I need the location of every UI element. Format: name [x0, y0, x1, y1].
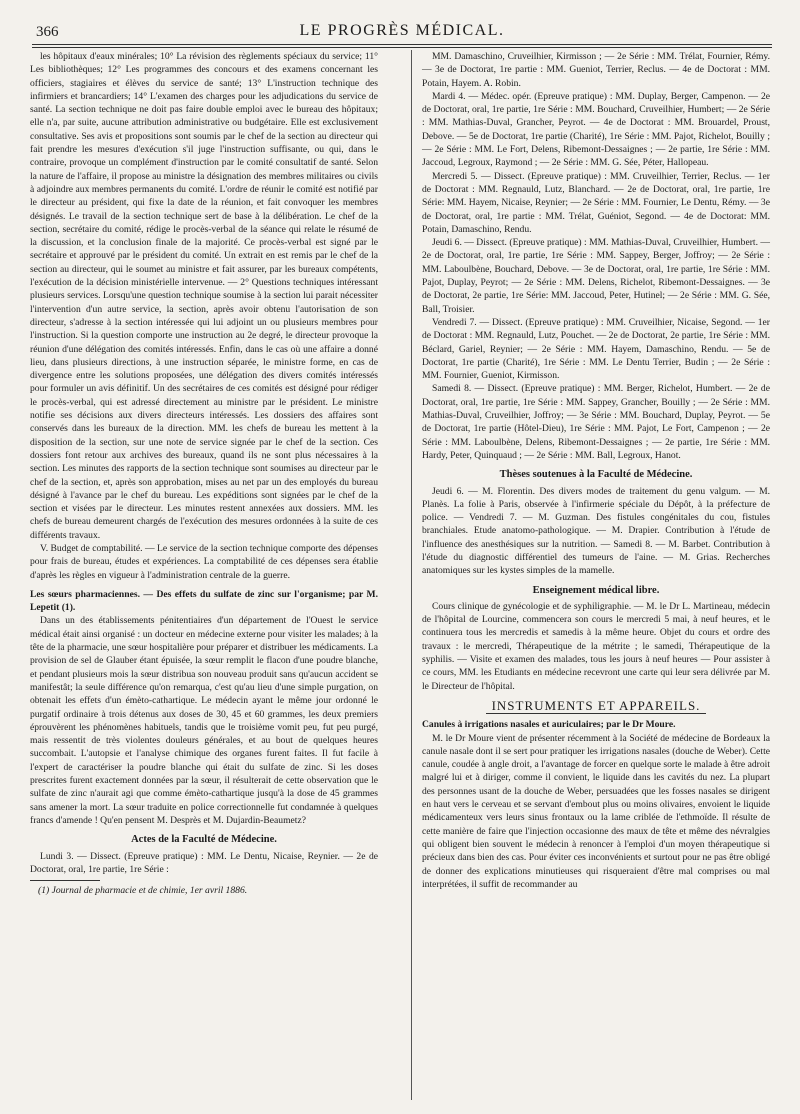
section-heading: [422, 699, 770, 712]
body-paragraph: Mardi 4. — Médec. opér. (Epreuve pratique) : MM. Duplay, Berger, Campenon. — 2e de Doctorat, oral, 1re partie, 1re Série : MM. Bouchard, Cruveilhier, Humbert; — 2e Série : MM. Mathias-Duval, Grancher, Peyrot. — 4e de Doctorat : MM. Brouardel, Proust, Debove. — 5e de Doctorat, 1re partie (Charité), 1re Série : MM. Pajot, Richelot, Bouilly ; — 2e Série : MM. Le Fort, Delens, Ribemont-Dessaignes ; — 2e partie, 1re Série : MM. Jaccoud, Legroux, Raymond ; — 2e Série : MM. G. Sée, Péter, Hallopeau.: [422, 90, 770, 169]
section-heading: Enseignement médical libre.: [532, 584, 660, 596]
body-paragraph: Mercredi 5. — Dissect. (Epreuve pratique) : MM. Cruveilhier, Terrier, Reclus. — 1er de Doctorat : MM. Regnauld, Lutz, Blanchard. — 2e de Doctorat, oral, 1re partie, 1re Série: MM. Hayem, Nicaise, Reynier; — 2e Série : MM. Fournier, Le Dentu, Rémy. — 3e de Doctorat, oral, 1re partie : MM. Trélat, Guéniot, Segond. — 4e de Doctorat: MM. Potain, Damaschino, Rendu.: [422, 170, 770, 235]
body-paragraph: Lundi 3. — Dissect. (Epreuve pratique) : MM. Le Dentu, Nicaise, Reynier. — 2e de Doctorat, oral, 1re partie, 1re Série :: [30, 850, 378, 875]
header-rule-double: [32, 47, 772, 48]
page-header: [32, 22, 772, 44]
body-paragraph: V. Budget de comptabilité. — Le service de la section technique comporte des dépenses pour frais de bureau, études et expériences. La comptabilité de ces dépenses sera établie d'après les règles en vigueur à l'administration centrale de la guerre.: [30, 542, 378, 581]
body-paragraph: Samedi 8. — Dissect. (Epreuve pratique) : MM. Berger, Richelot, Humbert. — 2e de Doctorat, oral, 1re partie, 1re Série : MM. Sappey, Grancher, Bouilly ; — 2e Série : MM. Mathias-Duval, Cruveilhier, Joffroy; — 3e Série : MM. Bouchard, Duplay, Peyrot. — 5e de Doctorat, 1re partie (Hôtel-Dieu), 1re Série : MM. Pajot, Le Fort, Campenon ; — 2e Série : MM. Laboulbène, Delens, Ribemont-Dessaignes ; — 2e partie, 1re Série : MM. Hardy, Peter, Quinquaud ; — 2e Série : MM. Ball, Legroux, Hanot.: [422, 383, 770, 461]
body-paragraph: Vendredi 7. — Dissect. (Epreuve pratique) : MM. Cruveilhier, Nicaise, Segond. — 1er de Doctorat : MM. Regnauld, Lutz, Pouchet. — 2e de Doctorat, 2e partie, 1re Série : MM. Béclard, Gariel, Reynier; — 2e Série : MM. Hayem, Damaschino, Rendu. — 5e de Doctorat, 1re partie (Charité), 1re Série : MM. Le Dentu Terrier, Budin ; — 2e Série : MM. Fournier, Gueniot, Kirmisson.: [422, 316, 770, 382]
footnote: (1) Journal de pharmacie et de chimie, 1er avril 1886.: [38, 885, 248, 897]
right-column: [422, 50, 770, 891]
section-heading: Thèses soutenues à la Faculté de Médecine.: [499, 469, 693, 481]
body-paragraph: MM. Damaschino, Cruveilhier, Kirmisson ; — 2e Série : MM. Trélat, Fournier, Rémy. — 3e de Doctorat, 1re partie : MM. Gueniot, Terrier, Reclus. — 4e de Doctorat : MM. Potain, Hayem. A. Robin.: [422, 51, 770, 89]
article-title: Les sœurs pharmaciennes. — Des effets du sulfate de zinc sur l'organisme; par M. Lepetit (1).: [30, 588, 378, 614]
body-paragraph: les hôpitaux d'eaux minérales; 10° La révision des règlements spéciaux du service; 11° Les bibliothèques; 12° Les programmes des concours et des examens concernant les officiers, stagiaires et élèves du service de santé; 13° L'instruction technique des infirmiers et brancardiers; 14° L'examen des charges pour les adjudications du service de santé. La section technique ne doit pas faire double emploi avec le bureau des hôpitaux; elle n'a, par suite, aucune attribution administrative ou budgétaire. Elle est exclusivement consultative. Ses avis et propositions sont soumis par le chef de la section au directeur qui fait prendre les mesures d'exécution s'il juge l'instruction suffisante, ou qui, dans le contraire, provoque un complément d'instruction par le comité consultatif de santé. Selon la nature de l'affaire, il propose au ministre la désignation des membres militaires ou civils à adjoindre aux membres permanents du comité. L'ordre de réunir le comité est notifié par le directeur au président, qui fixe la date de la réunion, et fait convoquer les membres désignés. Le travail de la section technique sert de base à la délibération. Le chef de la section, secrétaire du comité, rédige le procès-verbal de la séance qui relate le résumé de la discussion, et la conclusion finale de la majorité. Ce procès-verbal est signé par le secrétaire et approuvé par le président du comité. Un extrait en est remis par le chef de la section au directeur, qui le soumet au ministre et fait assurer, par les bureaux compétents, l'exécution de la décision ministérielle intervenue. — 2° Questions techniques intéressant plusieurs services. Lorsqu'une question technique soumise à la section lui parait nécessiter l'intervention d'un autre service, la section, après avoir obtenu l'autorisation de son directeur, s'adresse à la section intéressée qui lui adjoint un ou plusieurs membres pour l'instruction. Si la question comporte une instruction au 2e degré, le directeur provoque la réunion d'une délégation des comités intéressés. Enfin, dans le cas où une affaire a donné lieu, dans plusieurs directions, à une instruction séparée, le ministre forme, en cas de divergence entre les solutions proposées, une délégation des divers comités intéressés pour formuler un avis définitif. Un des secrétaires de ces comités est désigné pour rédiger le procès-verbal, qui est adressé directement au ministre par le président. Le ministre notifie ses décisions aux divers directeurs intéressés. Les dossiers des affaires sont conservés dans les bureaux de la direction. MM. les chefs de bureau les mettent à la disposition de la section, sur une note de service signée par le chef de la section. Ces dossiers font retour aux archives des bureaux, quand ils ne sont plus nécessaires à la section. Les minutes des rapports de la section technique sont soumises au directeur par le chef de la section, et, après son approbation, mises au net par un des employés du bureau désigné à l'avance par le chef du bureau. Les expéditions sont signées par le chef de la section et visées par le directeur. Les minutes restent annexées aux dossiers. MM. les chefs de bureau demeurent chargés de l'exécution des mesures ordonnées à la suite de ces différents travaux.: [30, 51, 378, 541]
body-paragraph: Jeudi 6. — M. Florentin. Des divers modes de traitement du genu valgum. — M. Planès. La folie à Paris, observée à l'infirmerie spéciale du Dépôt, à la préfecture de police. — Vendredi 7. — M. Guzman. Des fistules congénitales du cou, fistules branchiales. Etude anatomo-pathologique. — M. Drapier. Contribution à l'étude de l'influence des anesthésiques sur la nutrition. — Samedi 8. — M. Barbet. Contribution à l'étude du diagnostic différentiel des tumeurs de l'aine. — M. Grias. Recherches anatomiques sur les kystes simples de la mamelle.: [422, 485, 770, 577]
body-paragraph: Jeudi 6. — Dissect. (Epreuve pratique) : MM. Mathias-Duval, Cruveilhier, Humbert. — 2e de Doctorat, oral, 1re partie, 1re Série : MM. Sappey, Berger, Joffroy; — 2e Série : MM. Laboulbène, Bouchard, Debove. — 3e de Doctorat, oral, 1re partie, 1re Série : MM. Pajot, Duplay, Peyrot; — 2e Série : MM. Delens, Richelot, Ribemont-Dessaignes. — 3e de Doctorat, 2e partie, 1re Série: MM. Jaccoud, Peter, Hutinel; — 2e Série : MM. G. Sée, Ball, Troisier.: [422, 237, 770, 315]
column-divider: [411, 50, 412, 1100]
article-title: Canules à irrigations nasales et auriculaires; par le Dr Moure.: [422, 719, 676, 731]
instruments-heading: INSTRUMENTS ET APPAREILS.: [486, 698, 707, 714]
footnote-rule: [30, 880, 100, 881]
page-number: 366: [36, 24, 59, 40]
body-paragraph: M. le Dr Moure vient de présenter récemment à la Société de médecine de Bordeaux la canule nasale dont il se sert pour pratiquer les irrigations nasales (douche de Weber). Cette canule, coudée à angle droit, a l'avantage de forcer en quelque sorte le malade à être adroit malgré lui et à diriger, comme il convient, le liquide dans les cavités du nez. La plupart des personnes usant de la douche de Weber, persuadées que les fosses nasales se dirigent en haut vers le cerveau et se servant d'embout plus ou moins olivaires, envoient le liquide médicamenteux vers leurs sinus frontaux ou la lame criblée de l'ethmoïde. Il résulte de cette manière de faire que l'injection occasionne des maux de tête et même des névralgies qui obligent bien souvent le médecin à renoncer à l'emploi d'un moyen thérapeutique si précieux dans bien des cas. Pour éviter ces inconvénients et surtout pour ne pas être obligé de donner des explications minutieuses qui risqueraient d'être mal comprises ou mal interprétées, il suffit de recommander au: [422, 732, 770, 890]
running-head: LE PROGRÈS MÉDICAL.: [299, 22, 505, 39]
section-heading: Actes de la Faculté de Médecine.: [131, 834, 277, 846]
body-paragraph: Cours clinique de gynécologie et de syphiligraphie. — M. le Dr L. Martineau, médecin de l'hôpital de Lourcine, commencera son cours le mercredi 5 mai, à neuf heures, et le continuera tous les mercredis et samedis à la même heure. Objet du cours et ordre des travaux : le mercredi, Thérapeutique de la métrite ; le samedi, Thérapeutique de la syphilis. — Visite et examen des malades, tous les jours à neuf heures — Pour assister à ce cours, MM. les Etudiants en médecine recevront une carte qui leur sera délivrée par M. le Directeur de l'hôpital.: [422, 600, 770, 692]
body-paragraph: Dans un des établissements pénitentiaires d'un département de l'Ouest le service médical était ainsi organisé : un docteur en médecine externe pour visiter les malades; à la tête de la pharmacie, une sœur hospitalière pour préparer et distribuer les médicaments. La provision de sel de Glauber étant épuisée, la sœur remplit le flacon d'une poudre blanche, et pendant plusieurs mois la sœur distribua son nouveau produit sans qu'aucun accident se manifestât; la seule différence qu'on remarqua, c'est qu'au lieu d'une simple purgation, on obtenait les effets d'un émèto-cathartique. Le médecin ayant le même jour ordonné le purgatif ordinaire à trois détenus aux doses de 30, 45 et 60 grammes, les deux premiers éprouvèrent les phénomènes habituels, tandis que le troisième vomit peu, fut peu purgé, mais ressentit de très violentes douleurs générales, et au bout de quelques heures succombait. L'autopsie et l'analyse chimique des organes furent faites. Il fut facile à l'expert de caractériser la poudre blanche qui était du sulfate de zinc. Si les doses prescrites furent exactement données par la sœur, il résulterait de cette observation que le sulfate de zinc n'aurait agi que comme émèto-cathartique jusqu'à la dose de 45 grammes sans amener la mort. La sœur traduite en police correctionnelle fut condamnée à quelques francs d'amende ! Qu'en pensent M. Desprès et M. Dujardin-Beaumetz?: [30, 615, 378, 826]
left-column: [30, 50, 378, 897]
header-rule: [32, 44, 772, 45]
